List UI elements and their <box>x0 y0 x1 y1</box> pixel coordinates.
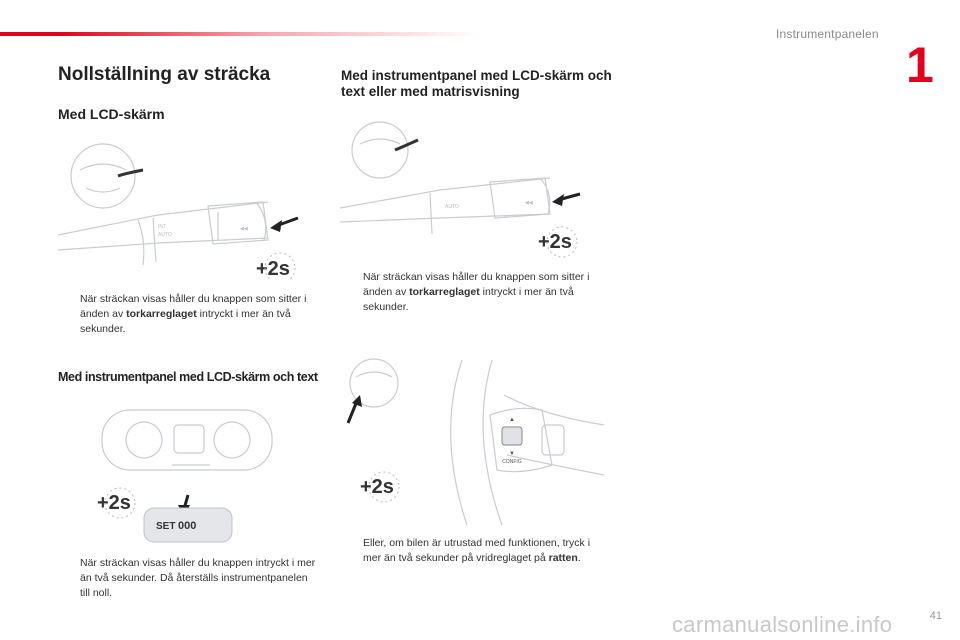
svg-text:◀◀: ◀◀ <box>525 200 533 206</box>
svg-text:+2s: +2s <box>538 231 572 253</box>
subtitle-text: Med instrumentpanel med LCD-skärm och text <box>58 370 318 384</box>
instruction-left-1: När sträckan visas håller du knappen som sitter i änden av torkarreglaget intryckt i mer än två sekunder. <box>80 293 307 335</box>
page-number: 41 <box>929 610 942 622</box>
steering-wheel-config-illustration <box>342 355 604 530</box>
chapter-number: 1 <box>906 37 934 93</box>
svg-text:+2s: +2s <box>360 476 394 498</box>
wiper-stalk-illustration-left <box>58 140 308 280</box>
set-display-label: SET <box>156 521 176 532</box>
section-name: Instrumentpanelen <box>776 27 879 41</box>
header-accent-bar <box>0 32 480 36</box>
subtitle-lcd: Med LCD-skärm <box>58 106 165 122</box>
plus-2s-badge: +2s <box>256 258 290 280</box>
svg-text:▲: ▲ <box>509 417 515 423</box>
instruction-right-1: När sträckan visas håller du knappen som sitter i änden av torkarreglaget intryckt i mer än två sekunder. <box>363 271 590 313</box>
svg-text:▼: ▼ <box>509 451 515 457</box>
page-title: Nollställning av sträcka <box>58 64 271 85</box>
svg-text:◀◀: ◀◀ <box>240 226 248 232</box>
watermark: carmanualsonline.info <box>672 612 893 637</box>
svg-text:INT: INT <box>158 224 167 230</box>
wiper-stalk-illustration-right <box>340 118 590 258</box>
instruction-left-2: När sträckan visas håller du knappen intryckt i mer än två sekunder. Då återställs instrumentpanelen till noll. <box>80 557 316 599</box>
svg-text:AUTO: AUTO <box>445 204 459 210</box>
set-display-value: 000 <box>178 520 197 532</box>
subtitle-right: Med instrumentpanel med LCD-skärm och text eller med matrisvisning <box>341 68 612 99</box>
svg-text:+2s: +2s <box>97 492 131 514</box>
instrument-cluster-illustration <box>92 405 277 555</box>
svg-text:AUTO: AUTO <box>158 232 172 238</box>
instruction-right-2: Eller, om bilen är utrustad med funktionen, tryck i mer än två sekunder på vridreglaget på ratten. <box>363 537 591 564</box>
config-label: CONFIG <box>502 459 522 465</box>
